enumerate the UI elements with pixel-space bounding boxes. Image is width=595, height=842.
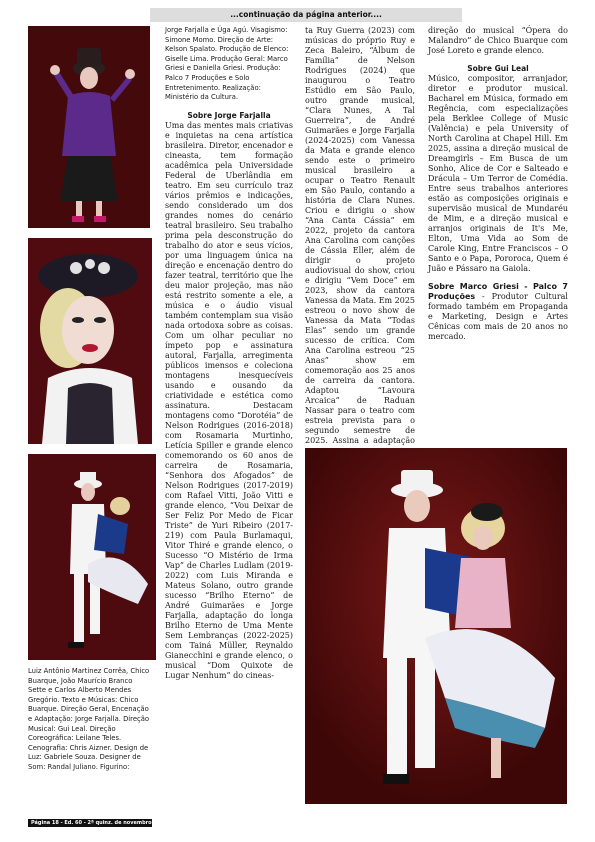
bio-jorge-end: direção do musical “Ópera do Malandro” de Chico Buarque com José Loreto e grande elenco. bbox=[428, 26, 568, 55]
heading-gui-leal: Sobre Gui Leal bbox=[467, 64, 529, 73]
heading-jorge-farjalla: Sobre Jorge Farjalla bbox=[187, 110, 271, 120]
credits-text-1: Luiz Antônio Martinez Corrêa, Chico Buarque, João Maurício Branco Sette e Carlos Alberto Mendes Gregório. Texto e Músicas: Chico Buarque. Direção Geral, Encenação e Adaptação: Jorge Farjalla. Direção Musical: Gui Leal. Direção Coreográfica: Leilane Teles. Cenografia: Chris Aizner. Design de Luz: Gabriele Souza. Designer de Som: Randal Juliano. Figurino: bbox=[28, 667, 150, 771]
page-footer: Página 18 - Ed. 60 - 2ª quinz. de novembro 2025 bbox=[28, 819, 152, 827]
column-3 bbox=[305, 26, 415, 456]
photo-performer-purple bbox=[28, 26, 150, 228]
credits-col1 bbox=[28, 667, 152, 773]
photo-tango-couple-large bbox=[305, 448, 567, 804]
credits-text-2: Jorge Farjalla e Úga Agú. Visagismo: Simone Momo. Direção de Arte: Kelson Spalato. Produção de Elenco: Giselle Lima. Produção Geral: Marco Griesi e Daniella Griesi. Produção: Palco 7 Produções e Solo Entretenimento. Realização: Ministério da Cultura. bbox=[165, 26, 289, 102]
photo-clown-portrait bbox=[28, 238, 152, 444]
bio-jorge-continued: ta Ruy Guerra (2023) com músicas do próprio Ruy e Zeca Baleiro, “Álbum de Família” de Nelson Rodrigues (2024) que inaugurou o Teatro Estúdio em São Paulo, outro grande musical, “Clara Nunes, A Tal Guerreira”, de André Guimarães e Jorge Farjalla (2024-2025) com Vanessa da Mata e grande elenco sendo este o primeiro musical brasileiro a ocupar o Teatro Renault em São Paulo, contando a história de Clara Nunes. Criou e dirigiu o show “Ana Canta Cássia” em 2022, projeto da cantora Ana Carolina com canções de Cássia Eller, além de dirigir o projeto audiovisual do show, criou e dirigiu “Vem Doce” em 2023, show da cantora Vanessa da Mata. Em 2025 estreou o novo show de Vanessa da Mata “Todas Elas” sendo um grande sucesso de crítica. Com Ana Carolina estreou “25 Anas” show em comemoração aos 25 anos de carreira da cantora. Adaptou “Lavoura Arcaica” de Raduan Nassar para o teatro com estreia prevista para o segundo semestre de 2025. Assina a adaptação bbox=[305, 26, 416, 445]
photo-dancing-couple bbox=[28, 454, 156, 660]
heading-marco-griesi: Sobre Marco Griesi - Palco 7 Produções bbox=[428, 282, 568, 301]
column-4 bbox=[428, 26, 568, 342]
bio-jorge-farjalla: Uma das mentes mais criativas e inquietas na cena artística brasileira. Diretor, encenador e cineasta, tem formação acadêmica pela Universidade Federal de Uberlândia em teatro. Em seu currículo traz vários prêmios e indicações, sendo considerado um dos grandes nomes do cenário teatral brasileiro. Seu trabalho prima pela desconstrução do trabalho do ator e seus vícios, por uma linguagem única na direção e encenação dentro do fazer teatral, território que lhe deu maior projeção, mas não está restrito somente a ele, a música e o áudio visual também contemplam sua visão nada ortodoxa sobre as coisas. Com um olhar peculiar no ímpeto pop e assinatura autoral, Farjalla, arregimenta públicos imensos e coleciona montagens inesquecíveis usando e ousando da criatividade e estética como assinatura. Destacam montagens como “Dorotéia” de Nelson Rodrigues (2016-2018) com Rosamaria Murtinho, Letícia Spiller e grande elenco comemorando os 60 anos de carreira de Rosamaria, “Senhora dos Afogados” de Nelson Rodrigues (2017-2019) com Rafael Vitti, João Vitti e grande elenco, “Vou Deixar de Ser Feliz Por Medo de Ficar Triste” de Yuri Ribeiro (2017-219) com Paula Burlamaqui, Vitor Thiré e grande elenco, o Sucesso “O Mistério de Irma Vap” de Charles Ludlam (2019-2022) com Luis Miranda e Mateus Solano, outro grande sucesso “Brilho Eterno” de André Guimarães e Jorge Farjalla, adaptação do longa Brilho Eterno de Uma Mente Sem Lembranças (2022-2025) com Tainá Müller, Reynaldo Gianecchini e grande elenco, o musical “Dom Quixote de Lugar Nenhum” do cineas- bbox=[165, 120, 293, 680]
continuation-banner: ...continuação da página anterior.... bbox=[150, 8, 462, 22]
bio-marco-griesi-text: - Produtor Cultural formado também em Propaganda e Marketing, Design e Artes Cênicas com mais de 20 anos no mercado. bbox=[428, 292, 568, 341]
bio-gui-leal: Músico, compositor, arranjador, diretor e produtor musical. Bacharel em Música, formado em Regência, com especializações pela Berklee College of Music (Valência) e pela University of North Carolina at Chapel Hill. Em 2025, assina a direção musical de Dreamgirls – Em Busca de um Sonho, Alice de Cor e Salteado e Drácula – Um Terror de Comédia. Entre seus trabalhos anteriores estão as composições originais e supervisão musical de Mundaréu de Mim, e a direção musical e arranjos originais de It's Me, Elton, Uma Vida ao Som de Carole King, Entre Franciscos – O Santo e o Papa, Pororoca, Quem é Juão e Pássaro na Gaiola. bbox=[428, 74, 568, 273]
bio-marco-griesi bbox=[428, 282, 568, 342]
column-2 bbox=[165, 26, 293, 681]
